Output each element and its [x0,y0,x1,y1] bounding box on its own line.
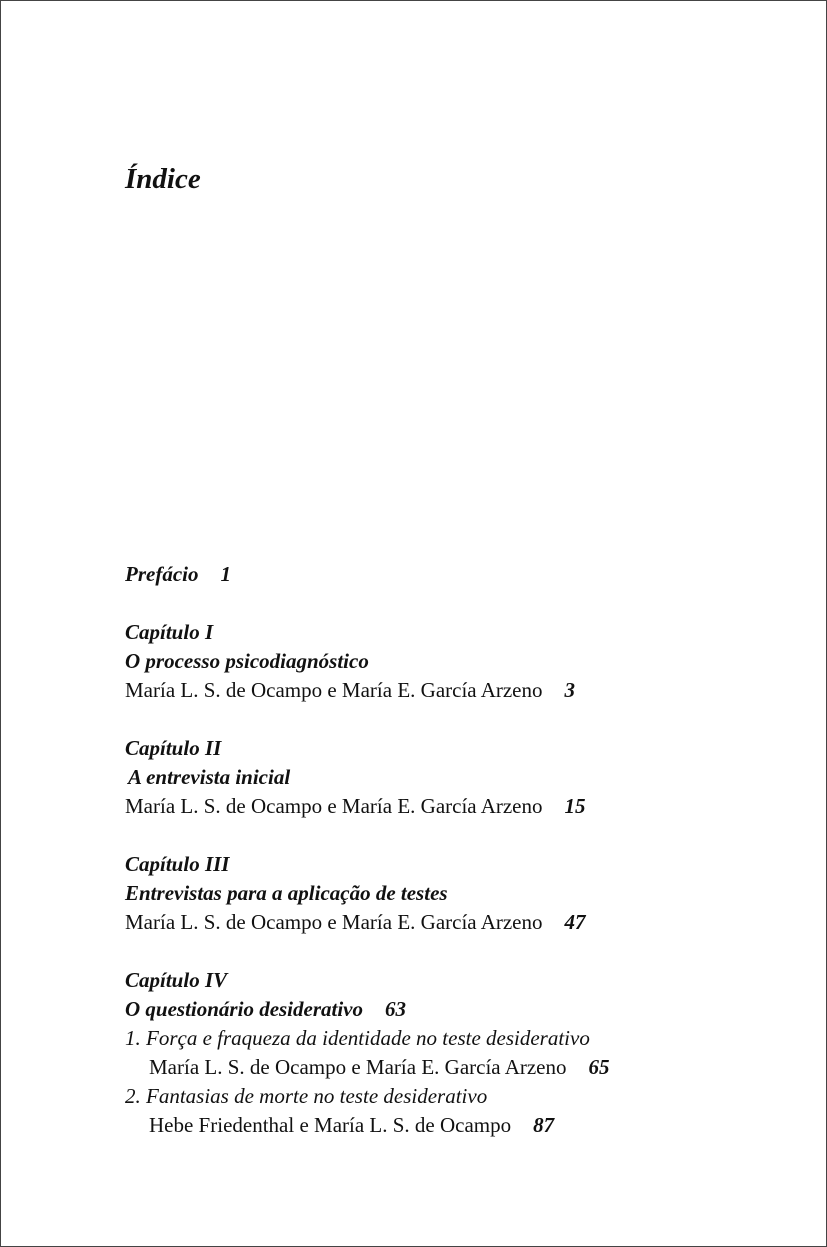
section-page-number: 87 [533,1113,555,1137]
page-title: Índice [125,163,201,195]
preface-entry[interactable] [125,560,765,589]
preface-page-number: 1 [220,562,231,586]
chapter-title: O processo psicodiagnóstico [125,649,369,673]
chapter-page-number: 15 [564,794,586,818]
chapter-authors-line [125,792,765,821]
chapter-authors: María L. S. de Ocampo e María E. García Arzeno [125,678,543,702]
chapter-entry-2[interactable] [125,734,765,821]
chapter-title-line [125,995,765,1024]
chapter-entry-3[interactable] [125,850,765,937]
chapter-authors: María L. S. de Ocampo e María E. García Arzeno [125,794,543,818]
section-authors: María L. S. de Ocampo e María E. García Arzeno [149,1055,567,1079]
section-title: 2. Fantasias de morte no teste desiderativo [125,1084,488,1108]
section-entry-2[interactable] [125,1082,765,1140]
chapter-entry-4[interactable] [125,966,765,1140]
chapter-title: A entrevista inicial [128,765,291,789]
table-of-contents [125,560,765,1140]
chapter-title: Entrevistas para a aplicação de testes [125,881,448,905]
chapter-authors-line [125,676,765,705]
section-authors-line [125,1111,765,1140]
section-title: 1. Força e fraqueza da identidade no teste desiderativo [125,1026,590,1050]
chapter-label: Capítulo I [125,620,214,644]
chapter-authors: María L. S. de Ocampo e María E. García Arzeno [125,910,543,934]
section-page-number: 65 [588,1055,610,1079]
chapter-entry-1[interactable] [125,618,765,705]
chapter-page-number: 63 [385,997,407,1021]
chapter-page-number: 3 [564,678,575,702]
chapter-authors-line [125,908,765,937]
chapter-page-number: 47 [564,910,586,934]
chapter-label: Capítulo III [125,852,230,876]
section-authors-line [125,1053,765,1082]
chapter-label: Capítulo IV [125,968,228,992]
section-authors: Hebe Friedenthal e María L. S. de Ocampo [149,1113,512,1137]
chapter-label: Capítulo II [125,736,222,760]
section-entry-1[interactable] [125,1024,765,1082]
chapter-title: O questionário desiderativo [125,997,364,1021]
preface-label: Prefácio [125,562,199,586]
